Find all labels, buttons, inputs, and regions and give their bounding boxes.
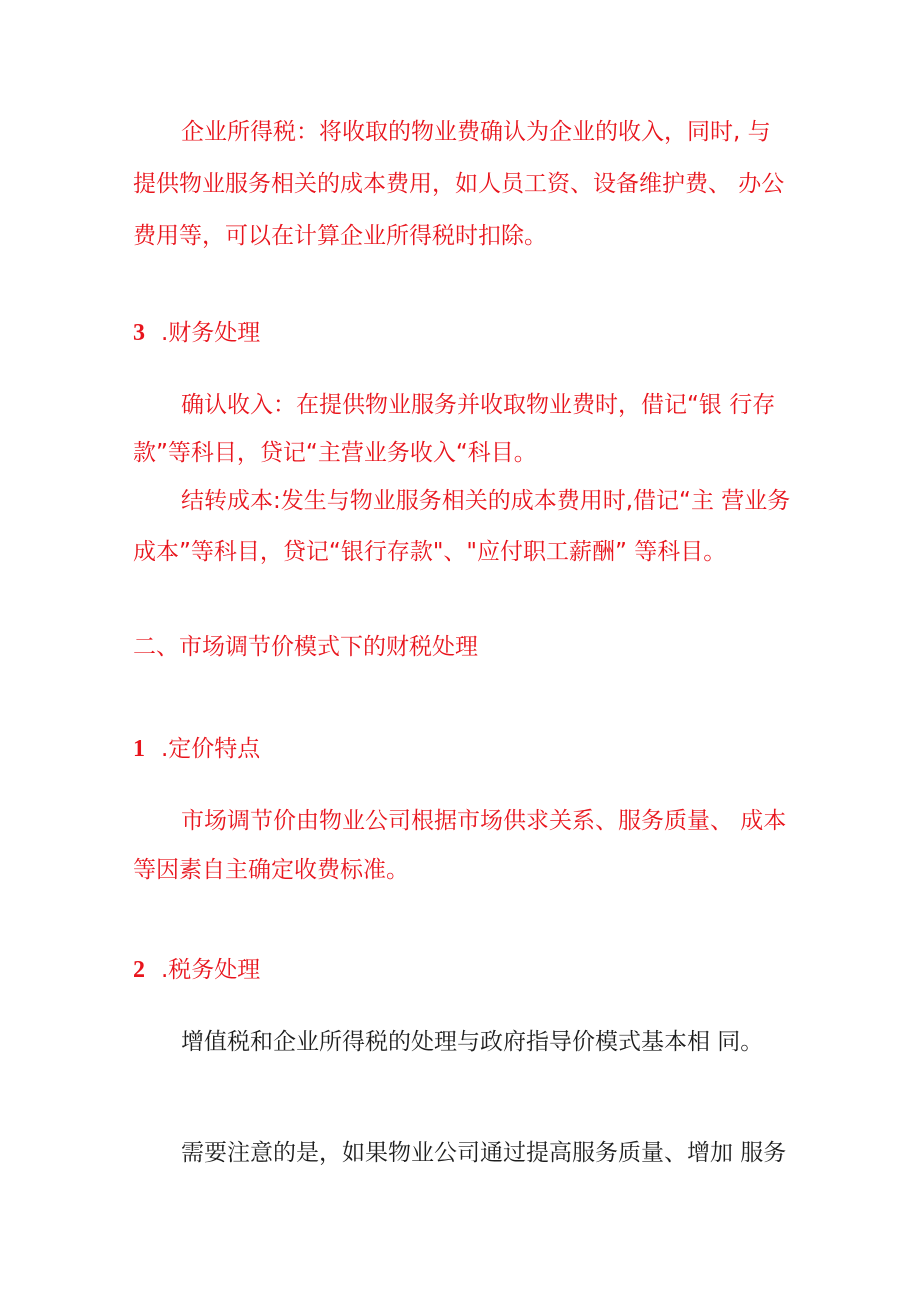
heading-finance-text: .财务处理 <box>161 320 261 346</box>
heading-finance-number: 3 <box>133 320 145 346</box>
income-tax-line-1: 企业所得税：将收取的物业费确认为企业的收入，同时, 与 <box>181 119 771 145</box>
section-market-heading: 二、市场调节价模式下的财税处理 <box>133 634 478 660</box>
pricing-line-1: 市场调节价由物业公司根据市场供求关系、服务质量、 成本 <box>181 808 787 834</box>
recognize-income-line-1: 确认收入：在提供物业服务并收取物业费时，借记“银 行存 <box>181 392 776 418</box>
heading-finance <box>133 318 260 348</box>
income-tax-line-3: 费用等，可以在计算企业所得税时扣除。 <box>133 223 547 249</box>
income-tax-line-2: 提供物业服务相关的成本费用，如人员工资、设备维护费、 办公 <box>133 171 785 197</box>
carry-cost-line-1: 结转成本:发生与物业服务相关的成本费用时,借记“主 营业务 <box>181 488 791 514</box>
heading-pricing-text: .定价特点 <box>161 736 261 762</box>
heading-tax-number: 2 <box>133 957 145 983</box>
heading-tax <box>133 955 260 985</box>
heading-pricing-number: 1 <box>133 736 145 762</box>
carry-cost-line-2: 成本”等科目，贷记“银行存款"、"应付职工薪酬” 等科目。 <box>133 539 727 565</box>
recognize-income-line-2: 款”等科目，贷记“主营业务收入“科目。 <box>133 440 537 466</box>
heading-tax-text: .税务处理 <box>161 957 261 983</box>
heading-pricing <box>133 734 260 764</box>
note-line-1: 需要注意的是，如果物业公司通过提高服务质量、增加 服务 <box>181 1140 787 1166</box>
tax-line-1: 增值税和企业所得税的处理与政府指导价模式基本相 同。 <box>181 1029 764 1055</box>
pricing-line-2: 等因素自主确定收费标准。 <box>133 857 409 883</box>
